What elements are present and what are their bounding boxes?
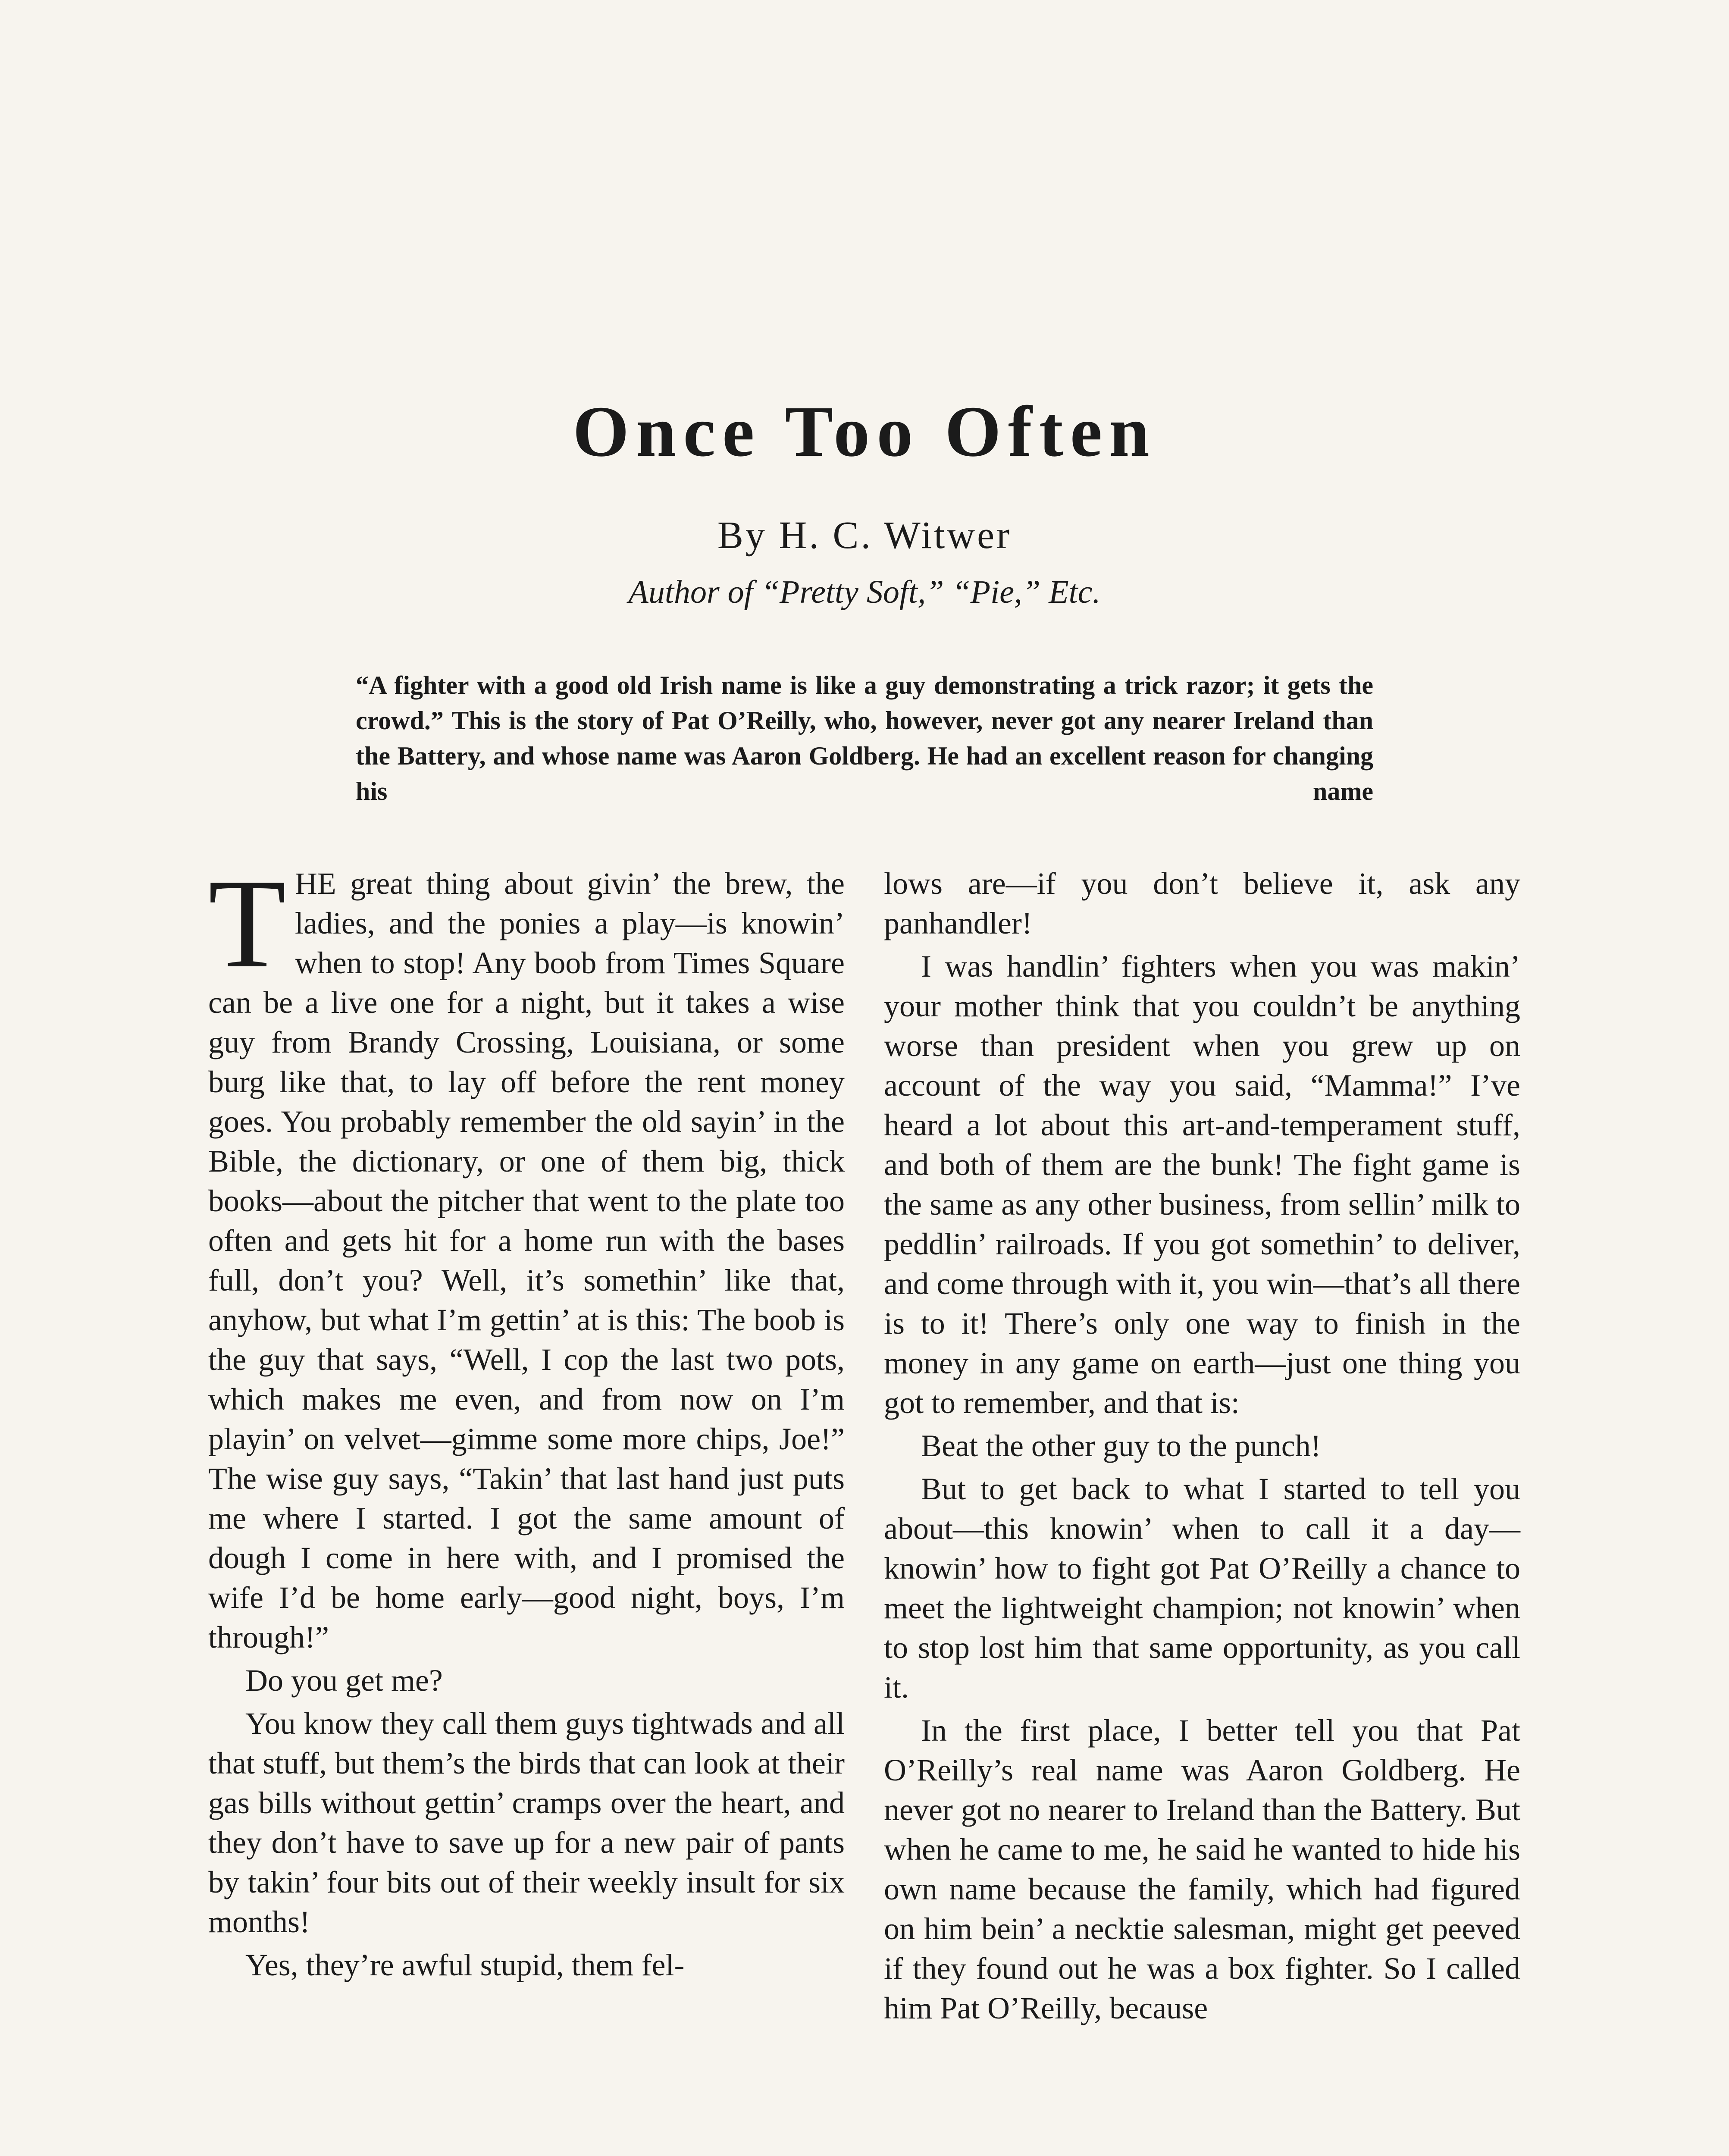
author-note: Author of “Pretty Soft,” “Pie,” Etc. <box>628 574 1101 610</box>
paragraph: Yes, they’re awful stupid, them fel- <box>245 1948 685 1982</box>
blurb: “A fighter with a good old Irish name is like a guy demonstrating a trick razor; it gets the crowd.” This is the story of Pat O’Reilly, who, however, never got any nearer Ireland than the Battery, and whose name was Aaron Goldberg. He had an excellent reason for changing his name <box>356 671 1373 805</box>
paragraph <box>208 853 845 1657</box>
left-column <box>208 853 845 1988</box>
paragraph: But to get back to what I started to tell you about—this knowin’ when to call it a day—knowin’ how to fight got Pat O’Reilly a chance to meet the lightweight champion; not knowin’ when to stop lost him that same opportunity, as you call it. <box>884 1472 1520 1705</box>
byline: By H. C. Witwer <box>717 514 1012 557</box>
drop-cap: T <box>208 853 286 994</box>
paragraph: lows are—if you don’t believe it, ask any panhandler! <box>884 866 1520 940</box>
paragraph: Beat the other guy to the punch! <box>921 1429 1321 1463</box>
paragraph: You know they call them guys tightwads and all that stuff, but them’s the birds that can look at their gas bills without gettin’ cramps over the heart, and they don’t have to save up for a new pair of pants by takin’ four bits out of their weekly insult for six months! <box>208 1706 845 1939</box>
paragraph: I was handlin’ fighters when you was makin’ your mother think that you couldn’t be anything worse than president when you grew up on account of the way you said, “Mamma!” I’ve heard a lot about this art-and-temperament stuff, and both of them are the bunk! The fight game is the same as any other business, from sellin’ milk to peddlin’ railroads. If you got somethin’ to deliver, and come through with it, you win—that’s all there is to it! There’s only one way to finish in the money in any game on earth—just one thing you got to remember, and that is: <box>884 949 1520 1420</box>
paragraph-text: HE great thing about givin’ the brew, the ladies, and the ponies a play—is knowin’ when to stop! Any boob from Times Square can be a live one for a night, but it takes a wise guy from Brandy Crossing, Louisiana, or some burg like that, to lay off before the rent money goes. You probably remember the old sayin’ in the Bible, the dictionary, or one of them big, thick books—about the pitcher that went to the plate too often and gets hit for a home run with the bases full, don’t you? Well, it’s somethin’ like that, anyhow, but what I’m gettin’ at is this: The boob is the guy that says, “Well, I cop the last two pots, which makes me even, and from now on I’m playin’ on velvet—gimme some more chips, Joe!” The wise guy says, “Takin’ that last hand just puts me where I started. I got the same amount of dough I come in here with, and I promised the wife I’d be home early—good night, boys, I’m through!” <box>208 866 845 1655</box>
paragraph: In the first place, I better tell you that Pat O’Reilly’s real name was Aaron Goldberg. He never got no nearer to Ireland than the Battery. But when he came to me, he said he wanted to hide his own name because the family, which had figured on him bein’ a necktie salesman, might get peeved if they found out he was a box fighter. So I called him Pat O’Reilly, because <box>884 1713 1520 2025</box>
right-column <box>884 864 1520 2031</box>
paragraph: Do you get me? <box>245 1663 443 1698</box>
article-title: Once Too Often <box>573 392 1156 472</box>
